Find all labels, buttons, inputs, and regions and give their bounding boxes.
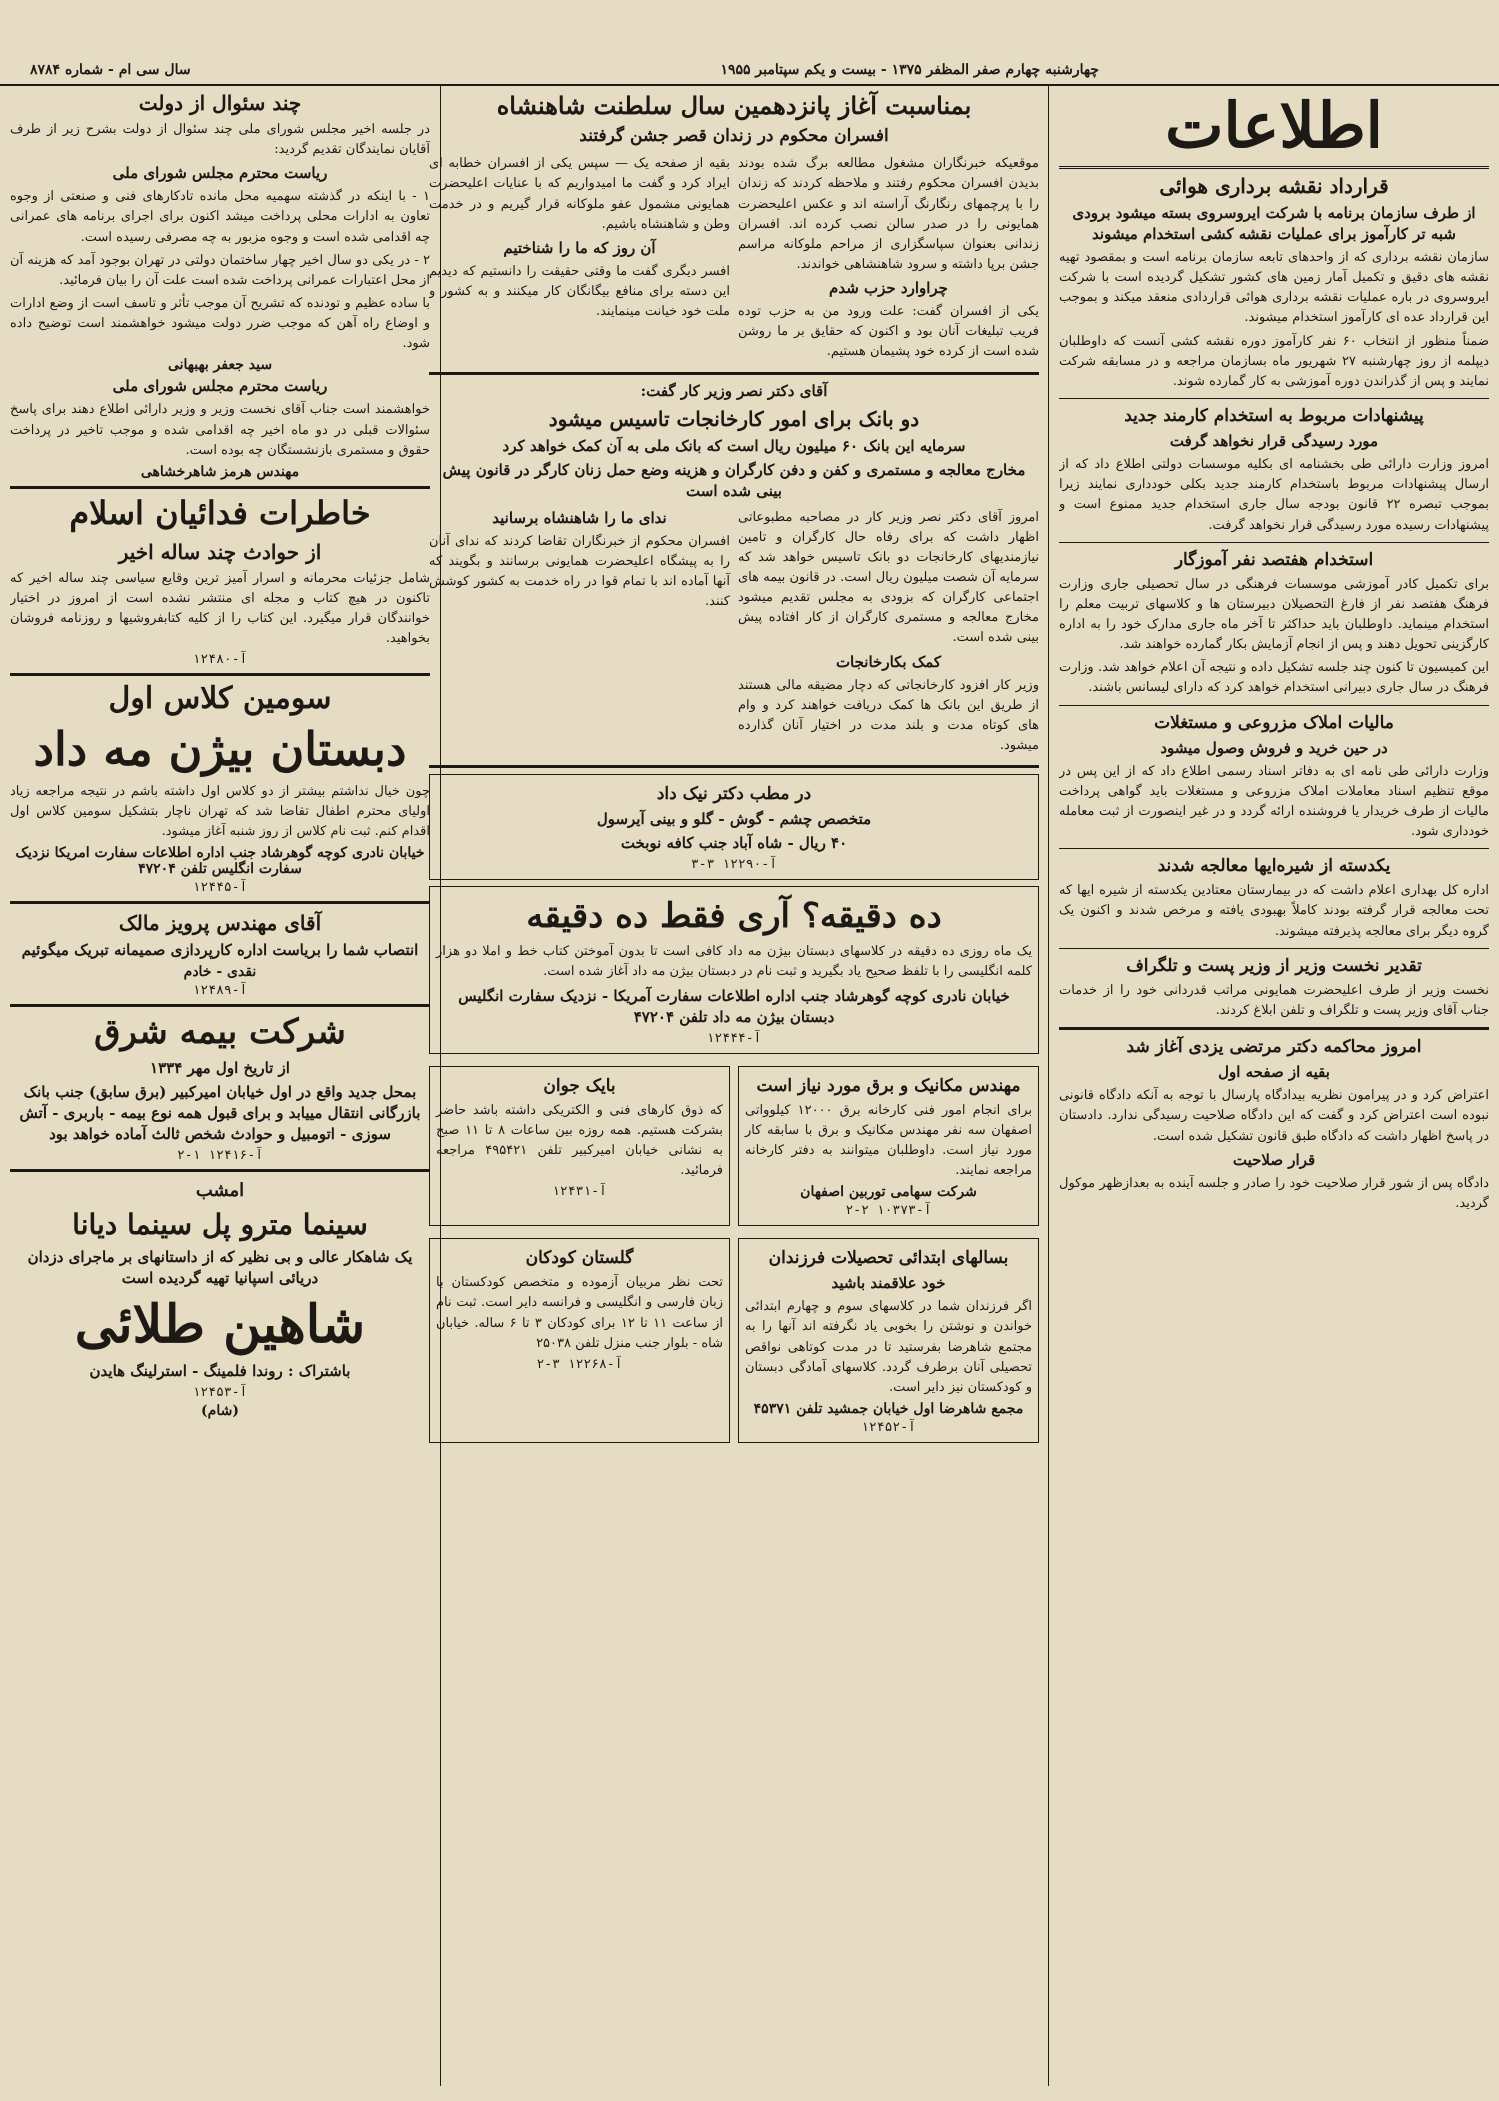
divider — [429, 372, 1039, 375]
section-heading: کمک بکارخانجات — [835, 652, 942, 671]
ad-address: مجمع شاهرضا اول خیابان جمشید تلفن ۴۵۳۷۱ — [753, 1401, 1024, 1418]
article-columns — [429, 505, 1039, 760]
subheadline: در حین خرید و فروش وصول میشود — [1160, 738, 1388, 757]
ad-cinema — [10, 1178, 430, 1419]
paragraph: یک ماه روزی ده دقیقه در کلاسهای دبستان بیژن مه داد کافی است تا بدون آموختن کتاب خط و املا دو هزار کلمه انگلیسی را با تلفظ صحیح یاد بگیرید و ثبت نام در دبستان بیژن مه داد آغاز شده است. — [436, 944, 1032, 980]
ad-code: آ-۱۲۲۹۰ ۳-۳ — [690, 857, 778, 873]
ad-code: آ-۱۲۴۸۹ — [192, 983, 248, 998]
article-teachers-hiring — [1059, 549, 1489, 699]
paragraph: سازمان نقشه برداری که از واحدهای تابعه سازمان برنامه است و بمقصود تهیه نقشه های دقیق و تکمیل آمار زمین های کشور تشکیل گردیده است با شرکت ایروسروی در باره عملیات نقشه برداری هوائی قراردادی منعقد میکند و بموجب این قرارداد عده ای کارآموز استخدام میشوند. — [1059, 250, 1489, 326]
left-column — [10, 86, 430, 2086]
cinema-names: سینما مترو پل سینما دیانا — [72, 1208, 368, 1242]
ad-title: مهندس مکانیک و برق مورد نیاز است — [756, 1075, 1021, 1096]
paragraph: دادگاه پس از شور قرار صلاحیت خود را صادر و جلسه آینده به بعدازظهر موکول گردید. — [1059, 1175, 1489, 1211]
ad-title: دبستان بیژن مه داد — [33, 721, 407, 776]
article-employment-proposals — [1059, 405, 1489, 536]
paragraph: وزیر کار افزود کارخانجاتی که دچار مضیقه مالی هستند از طریق این بانک ها کمک دریافت خواهند کرد و وام های کوتاه مدت و بلند مدت در اختیار آنان گذارده میشود. — [738, 677, 1039, 753]
ad-title: شرکت بیمه شرق — [94, 1012, 346, 1052]
subheadline: افسران محکوم در زندان قصر جشن گرفتند — [579, 126, 889, 147]
article-pm-appreciation — [1059, 955, 1489, 1021]
article-officers-celebration — [429, 90, 1039, 366]
divider — [429, 765, 1039, 768]
ad-young-man — [429, 1066, 730, 1227]
paragraph: نخست وزیر از طرف اعلیحضرت همایونی مراتب قدردانی خود را از خدمات جناب آقای وزیر پست و تلگراف و تلفن ابلاغ کردند. — [1059, 982, 1489, 1018]
column-divider — [1048, 86, 1049, 2086]
paragraph: این کمیسیون تا کنون چند جلسه تشکیل داده و نتیجه آن اعلام خواهد شد. وزارت فرهنگ در سال جاری دبیرانی استخدام خواهد کرد که دارای لیسانس باشند. — [1059, 660, 1489, 696]
ad-title: بایک جوان — [543, 1075, 616, 1096]
text-column — [429, 505, 730, 760]
article-columns — [429, 151, 1039, 365]
ad-signature: شرکت سهامی توربین اصفهان — [800, 1184, 977, 1201]
divider — [1059, 705, 1489, 706]
ad-title: بسالهای ابتدائی تحصیلات فرزندان — [768, 1248, 1009, 1269]
paragraph: برای تکمیل کادر آموزشی موسسات فرهنگی در سال تحصیلی جاری وزارت فرهنگ هفتصد نفر از فارغ التحصیلان دبیرستان ها و کلاسهای تربیت معلم را استخدام مینماید. داوطلبان باید حداکثر تا آخر ماه جاری مدارک خود را به اداره کارگزینی تحویل دهند و پس از انجام آزمایش بکار گمارده خواهند شد. — [1059, 576, 1489, 653]
headline: مالیات املاک مزروعی و مستغلات — [1154, 712, 1394, 733]
paragraph: برای انجام امور فنی کارخانه برق ۱۲۰۰۰ کیلوواتی اصفهان سه نفر مهندس مکانیک و برق با سابقه کار مورد نیاز است. داوطلبان میتوانند به دفتر کارخانه مراجعه نمایند. — [745, 1102, 1033, 1179]
paragraph: شامل جزئیات محرمانه و اسرار آمیز ترین وقایع سیاسی چند ساله اخیر که تاکنون در هیچ کتاب و مجله ای منتشر نشده است از امروز در اختیار خوانندگان قرار میگیرد. این کتاب را از کلیه کتابفروشیها و روزنامه فروشان بخواهید. — [10, 570, 430, 647]
ad-address: ۴۰ ریال - شاه آباد جنب کافه نوبخت — [620, 834, 848, 853]
ad-text: انتصاب شما را بریاست اداره کارپردازی صمیمانه تبریک میگوئیم — [21, 941, 419, 959]
film-cast: باشتراک : روندا فلمینگ - استرلینگ هایدن — [89, 1362, 351, 1381]
ad-address: خیابان نادری کوچه گوهرشاد جنب اداره اطلاعات سفارت آمریکا - نزدیک سفارت انگلیس دبستان بیژن مه داد تلفن ۴۷۲۰۴ — [458, 986, 1010, 1026]
issue-number: سال سی ام - شماره ۸۷۸۴ — [30, 62, 191, 78]
ad-subtitle: متخصص چشم - گوش - گلو و بینی آیرسول — [596, 810, 872, 829]
article-property-tax — [1059, 712, 1489, 843]
ad-title: گلستان کودکان — [525, 1248, 634, 1269]
ad-subtitle: از تاریخ اول مهر ۱۳۳۴ — [150, 1059, 290, 1078]
paragraph: که ذوق کارهای فنی و الکتریکی داشته باشد حاضر بشرکت هستیم. همه روزه بین ساعات ۸ تا ۱۱ صبح به نشانی خیابان امیرکبیر تلفن ۴۹۵۴۲۱ مراجعه فرمائید. — [436, 1102, 723, 1179]
paragraph: با ساده عظیم و تودنده که تشریح آن موجب تأثر و تاسف است از وضع ادارات و اوضاع راه آهن که موجب ضرر دولت میشود خواهشمند است توضیح داده شود. — [10, 295, 430, 352]
ad-title: خاطرات فدائیان اسلام — [69, 493, 371, 532]
section-heading: چراوارد حزب شدم — [829, 279, 948, 298]
paragraph: اگر فرزندان شما در کلاسهای سوم و چهارم ابتدائی خواندن و نوشتن را بخوبی یاد نگرفته اند آنها را به مجتمع شاهرضا بفرستید تا در مدت کوتاهی نواقص تحصیلی آنان برطرف گردد. کلاسهای آمادگی دبستان و کودکستان نیز دایر است. — [745, 1299, 1032, 1395]
ad-top-title: سومین کلاس اول — [108, 681, 332, 717]
right-column — [1059, 86, 1489, 2086]
paragraph: افسران محکوم از خبرنگاران تقاضا کردند که ندای آنان را به پیشگاه اعلیحضرت همایونی برسانند و بگویند که آنها آماده اند با تمام قوا در راه خدمت به کشور کوشش کنند. — [429, 533, 730, 609]
section-heading: آن روز که ما را شناختیم — [503, 238, 656, 257]
paragraph: افسر دیگری گفت ما وقتی حقیقت را دانستیم که دیدیم این دسته برای منافع بیگانگان کار میکنند و به کشور و ملت خود خیانت مینمایند. — [429, 263, 730, 320]
ad-code: آ-۱۲۴۴۴ — [706, 1030, 762, 1046]
ad-doctor-clinic — [429, 774, 1039, 880]
headline: دو بانک برای امور کارخانجات تاسیس میشود — [548, 406, 920, 431]
divider — [10, 901, 430, 904]
paragraph: در جلسه اخیر مجلس شورای ملی چند سئوال از دولت بشرح زیر از طرف آقایان نمایندگان تقدیم گردید: — [10, 122, 430, 158]
divider — [1059, 398, 1489, 399]
ad-code: آ-۱۲۴۱۶ ۱-۲ — [176, 1148, 264, 1164]
headline: یکدسته از شیره‌ایها معالجه شدند — [1157, 856, 1391, 877]
subheadline: بقیه از صفحه اول — [1218, 1063, 1330, 1082]
divider — [1059, 948, 1489, 949]
article-addicts-treated — [1059, 855, 1489, 942]
divider — [1059, 1027, 1489, 1030]
text-column — [738, 505, 1039, 760]
ad-title: آقای مهندس پرویز مالک — [118, 911, 322, 935]
headline: پیشنهادات مربوط به استخدام کارمند جدید — [1124, 405, 1424, 426]
ad-row — [429, 1232, 1039, 1449]
ad-tag: (شام) — [201, 1403, 239, 1420]
paragraph: ۱ - با اینکه در گذشته سهمیه محل مانده تادکارهای فنی و صنعتی از وجوه تعاون به ادارات محلی پرداخت میشد اکنون برای اجرای برنامه های عمرانی چه اقدامی شده است و وجوه مزبور به چه مصرفی رسیده است. — [10, 189, 430, 245]
ad-code: آ-۱۲۴۵۲ — [861, 1420, 916, 1436]
subheadline: مخارج معالجه و مستمری و کفن و دفن کارگران و هزینه وضع حمل زنان کارگر در قانون پیش بینی شده است — [442, 460, 1026, 500]
ad-fedayeen-memoirs — [10, 495, 430, 667]
paragraph: امروز آقای دکتر نصر وزیر کار در مصاحبه مطبوعاتی اظهار داشت که برای رفاه حال کارگران و تامین نیازمندیهای کارخانجات دو بانک تاسیس خواهد شد که سرمایه آن شصت میلیون ریال است. در قانون بیمه های اجتماعی کارگران که بزودی به مجلس تقدیم میشود مخارج معالجه و مستمری کارگران از کار افتاده پیش بینی شده است. — [738, 509, 1039, 646]
divider — [10, 1004, 430, 1007]
paragraph: ضمناً منظور از انتخاب ۶۰ نفر کارآموز دوره نقشه کشی آنست که داوطلبان دیپلمه از روز چهارشنبه ۲۷ شهریور ماه بسازمان مراجعه و در مسابقه شرکت نمایند و پس از گذراندن دوره آموزشی به کار گمارده شوند. — [1059, 333, 1489, 389]
paragraph: تحت نظر مربیان آزموده و متخصص کودکستان با زبان فارسی و انگلیسی و فرانسه دایر است. ثبت نام از ساعت ۱۱ تا ۱۲ برای کودکان ۳ تا ۶ ساله. خیابان شاه - بلوار جنب منزل تلفن ۲۵۰۳۸ — [436, 1275, 724, 1351]
ad-address: خیابان نادری کوچه گوهرشاد جنب اداره اطلاعات سفارت امریکا نزدیک سفارت انگلیس تلفن ۴۷۲۰۴ — [15, 845, 425, 877]
divider — [10, 486, 430, 489]
subheadline: از طرف سازمان برنامه با شرکت ایروسروی بسته میشود برودی شبه تر کارآموز برای عملیات نقشه کشی استخدام میشوند — [1072, 204, 1476, 243]
article-aerial-survey — [1059, 173, 1489, 392]
signature: سید جعفر بهبهانی — [167, 357, 273, 374]
ad-code: آ-۱۲۴۵۳ — [192, 1385, 248, 1401]
article-yazdi-trial — [1059, 1036, 1489, 1214]
divider — [10, 1169, 430, 1172]
subheadline: مورد رسیدگی قرار نخواهد گرفت — [1169, 432, 1379, 451]
ad-code: آ-۱۲۲۶۸ ۳-۲ — [536, 1356, 623, 1372]
headline: استخدام هفتصد نفر آموزگار — [1174, 549, 1374, 570]
signature: مهندس هرمز شاهرخشاهی — [140, 463, 300, 480]
text-column — [429, 151, 730, 365]
ad-code: آ-۱۲۴۴۵ — [192, 880, 248, 895]
section-heading: ریاست محترم مجلس شورای ملی — [112, 164, 328, 183]
headline: بمناسبت آغاز پانزدهمین سال سلطنت شاهنشاه — [496, 91, 972, 120]
paragraph: امروز وزارت دارائی طی بخشنامه ای بکلیه موسسات دولتی اطلاع داد که از ارسال پیشنهادات مربوط باستخدام کارمند جدید بکلی خودداری نمایند زیرا بموجب تبصره ۲۲ قانون بودجه سال جاری استخدام جدید ممنوع است و پیشنهادات رسیده مورد رسیدگی قرار نخواهد گرفت. — [1059, 457, 1489, 533]
divider — [1059, 542, 1489, 543]
ad-row — [429, 1060, 1039, 1233]
ad-ten-minutes — [429, 886, 1039, 1053]
headline: چند سئوال از دولت — [138, 91, 302, 115]
ad-title: ده دقیقه؟ آری فقط ده دقیقه — [526, 896, 942, 937]
paragraph: اداره کل بهداری اعلام داشت که در بیمارستان معتادین یکدسته از شیره ایها که تحت معالجه قرار گرفته بودند کاملاً بهبودی یافته و مرخص شدند و اکنون یک گروه دیگر برای معالجه پذیرفته میشوند. — [1059, 883, 1489, 939]
newspaper-logo: اطلاعات — [1059, 86, 1489, 169]
ad-shargh-insurance — [10, 1013, 430, 1163]
paragraph: ۲ - در یکی دو سال اخیر چهار ساختمان دولتی در تهران بوجود آمد که هزینه آن از محل اعتبارات عمرانی پرداخت شده است علت آن را بیان فرمائید. — [10, 252, 430, 288]
ad-text: بمحل جدید واقع در اول خیابان امیرکبیر (برق سابق) جنب بانک بازرگانی انتقال مییابد و برای قبول همه نوع بیمه - باربری - آتش سوزی - اتومبیل و حوادث شخص ثالث آماده خواهد بود — [19, 1083, 421, 1144]
paragraph: اعتراض کرد و در پیرامون نظریه بیدادگاه پارسال با توجه به آنکه دادگاه قانونی نبوده است اعتراض کرد و گفت که این دادگاه صلاحیت رسیدگی ندارد. دادستان در پاسخ اظهار داشت که دادگاه طبق قانون تشکیل شده است. — [1059, 1088, 1489, 1144]
ad-subtitle: خود علاقمند باشید — [831, 1274, 946, 1293]
paragraph: بقیه از صفحه یک — سپس یکی از افسران خطابه ای ایراد کرد و گفت ما امیدواریم که با عنایات اعلیحضرت همایونی مشمول عفو ملوکانه قرار گیریم و در خدمت وطن و شاهنشاه باشیم. — [429, 156, 730, 232]
divider — [1059, 848, 1489, 849]
section-heading: ریاست محترم مجلس شورای ملی — [112, 377, 328, 396]
ad-top-title: امشب — [195, 1180, 245, 1202]
ad-code: آ-۱۲۴۸۰ — [192, 652, 248, 668]
ad-bijan-mehdad-school — [10, 682, 430, 895]
ad-subtitle: از حوادث چند ساله اخیر — [118, 539, 322, 564]
headline: امروز محاکمه دکتر مرتضی یزدی آغاز شد — [1126, 1037, 1422, 1058]
paragraph: یکی از افسران گفت: علت ورود من به حزب توده فریب تبلیغات آنان بود و اکنون که حقایق بر ما روشن شده است از کرده خود پشیمان هستیم. — [738, 304, 1039, 360]
ad-signature: نقدی - خادم — [183, 964, 257, 980]
ad-primary-education — [738, 1238, 1039, 1443]
article-labor-banks — [429, 381, 1039, 760]
paragraph: خواهشمند است جناب آقای نخست وزیر و وزیر دارائی اطلاع دهند برای پاسخ سئوالات قبلی در دو ماه اخیر چه اقدامی شده و موجب تاخیر در پرداخت حقوق و مستمری بازنشستگان چه بوده است. — [10, 402, 430, 458]
lead-line: آقای دکتر نصر وزیر کار گفت: — [640, 381, 828, 400]
headline: تقدیر نخست وزیر از وزیر پست و تلگراف — [1126, 955, 1422, 976]
middle-column — [429, 86, 1039, 2086]
masthead — [0, 44, 1499, 86]
ad-kindergarten — [429, 1238, 730, 1443]
paragraph: موقعیکه خبرنگاران مشغول مطالعه برگ شده بودند بدیدن افسران محکوم رفتند و ملاحظه کردند که زندان را با پرچمهای رنگارنگ آراسته اند و عکس اعلیحضرت همایونی را در صدر سالن نصب کرده اند. افسران زندانی بعنوان سپاسگزاری از مراحم ملوکانه مراسم جشن برپا داشته و سرود شاهنشاهی خواندند. — [738, 156, 1039, 272]
film-title: شاهین طلائی — [74, 1294, 366, 1356]
text-column — [738, 151, 1039, 365]
paragraph: وزارت دارائی طی نامه ای به دفاتر اسناد رسمی اطلاع داد که از این پس در موقع تنظیم اسناد معاملات املاک مزروعی و مستغلات باید گواهی پرداخت مالیات از طرف خریدار یا فروشنده ارائه گردد و در غیر اینصورت از ثبت معامله خودداری شود. — [1059, 763, 1489, 840]
ad-text: یک شاهکار عالی و بی نظیر که از داستانهای بر ماجرای دزدان دریائی اسپانیا تهیه گردیده است — [27, 1248, 413, 1288]
subheadline: قرار صلاحیت — [1232, 1150, 1316, 1169]
headline: قرارداد نقشه برداری هوائی — [1159, 174, 1389, 198]
divider — [10, 673, 430, 676]
section-heading: ندای ما را شاهنشاه برسانید — [492, 508, 667, 527]
article-questions-to-government — [10, 90, 430, 480]
ad-code: آ-۱۲۴۳۱ — [552, 1184, 607, 1200]
issue-date: چهارشنبه چهارم صفر المظفر ۱۳۷۵ - بیست و یکم سپتامبر ۱۹۵۵ — [720, 62, 1099, 78]
ad-code: آ-۱۰۳۷۳ ۲-۲ — [845, 1203, 932, 1219]
subheadline: سرمایه این بانک ۶۰ میلیون ریال است که بانک ملی به آن کمک خواهد کرد — [502, 436, 966, 455]
ad-title: در مطب دکتر نیک داد — [656, 784, 812, 805]
ad-congratulations — [10, 910, 430, 998]
ad-engineer-wanted — [738, 1066, 1039, 1227]
paragraph: چون خیال نداشتم بیشتر از دو کلاس اول داشته باشم در نتیجه مراجعه زیاد اولیای محترم اطفال تقاضا شد که تهران ناچار بتشکیل سومین کلاس اول اقدام کنم. ثبت نام کلاس از روز شنبه آغاز میشود. — [10, 783, 430, 839]
